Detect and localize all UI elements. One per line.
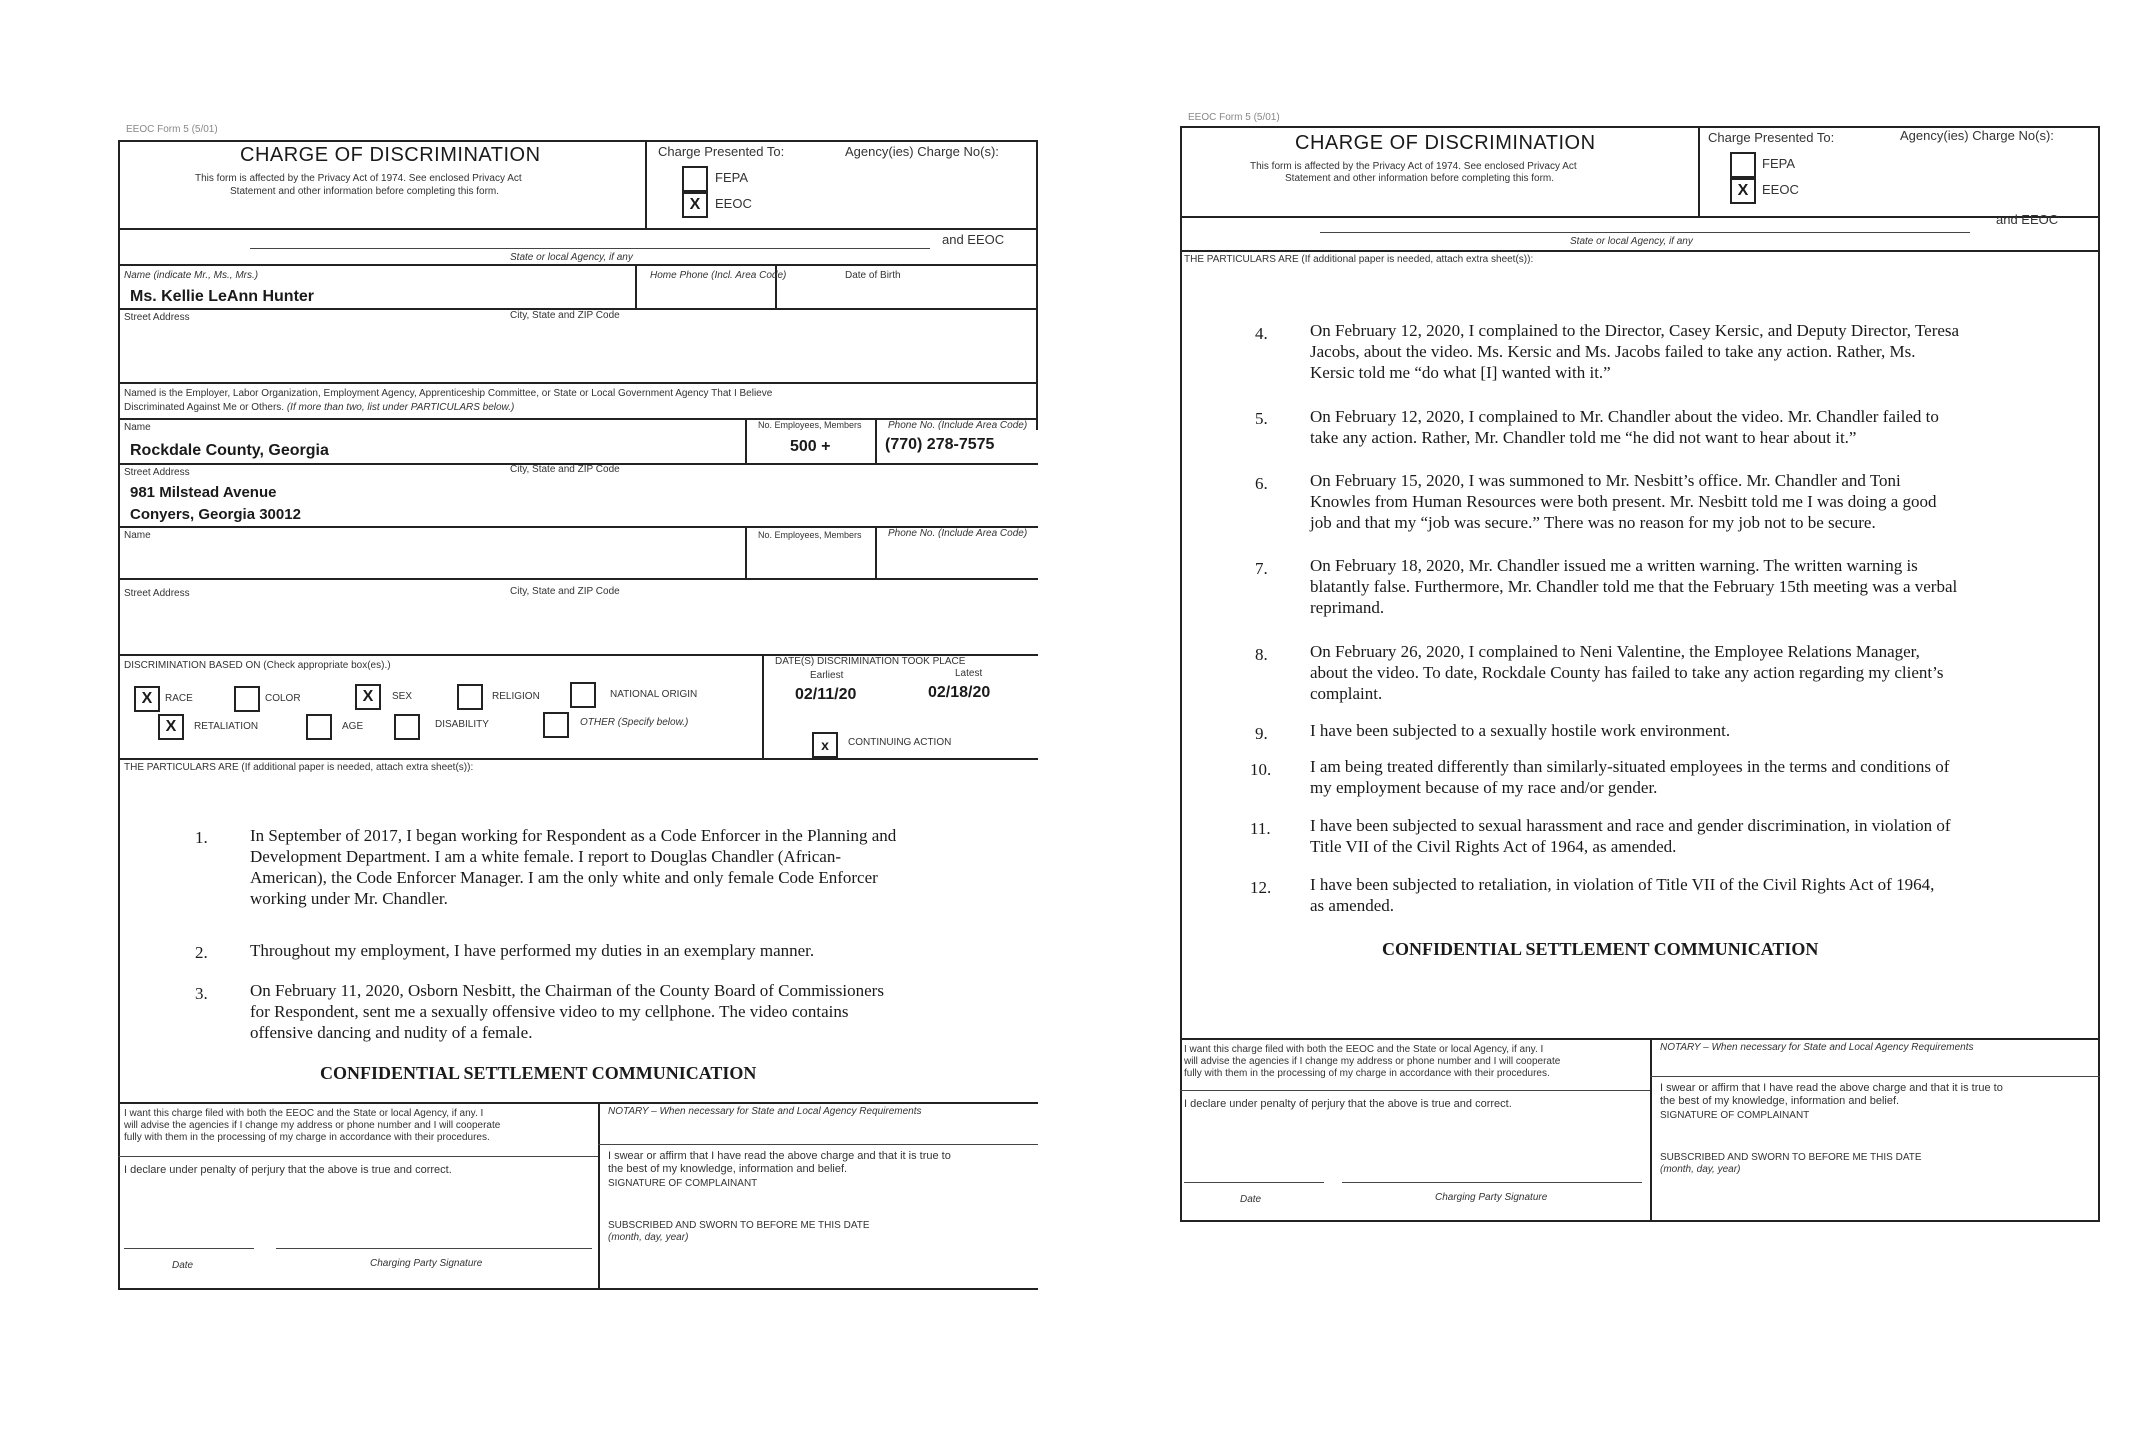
charge-presented-to: Charge Presented To: [658,144,785,159]
disability-checkbox[interactable] [394,714,420,740]
state-agency-label-2: State or local Agency, if any [1570,236,1693,247]
month-day-year-label-2: (month, day, year) [1660,1164,1741,1175]
subscribed-label: SUBSCRIBED AND SWORN TO BEFORE ME THIS DATE [608,1220,870,1231]
item-2-number: 2. [195,943,208,962]
item-4-line-3: Kersic told me “do what [I] wanted with it.” [1310,363,1611,382]
fepa-label: FEPA [715,170,748,185]
swear-2-line-2: the best of my knowledge, information and belief. [1660,1095,1900,1107]
item-2-line-1: Throughout my employment, I have performed my duties in an exemplary manner. [250,941,815,960]
item-5-line-2: take any action. Rather, Mr. Chandler told me “he did not want to hear about it.” [1310,428,1857,447]
item-10-line-2: my employment because of my race and/or gender. [1310,778,1658,797]
respondent-street[interactable]: 981 Milstead Avenue [130,484,277,501]
item-10-number: 10. [1250,760,1272,779]
item-11-line-1: I have been subjected to sexual harassment and race and gender discrimination, in violation of [1310,816,1951,835]
respondent-phone[interactable]: (770) 278-7575 [885,436,995,453]
agency-charge-nos-2: Agency(ies) Charge No(s): [1900,128,2054,143]
fepa-label-2: FEPA [1762,156,1795,171]
privacy-note-2-line-2: Statement and other information before completing this form. [1285,173,1555,184]
privacy-note-line-1: This form is affected by the Privacy Act of 1974. See enclosed Privacy Act [195,173,522,184]
privacy-note-line-2: Statement and other information before completing this form. [230,186,500,197]
named-employer-line-2: Discriminated Against Me or Others. [124,402,285,413]
form-title: CHARGE OF DISCRIMINATION [240,144,541,166]
city-state-zip-label: City, State and ZIP Code [510,310,620,321]
sex-checkbox[interactable]: X [355,684,381,710]
street-address-label: Street Address [124,312,190,323]
item-7-number: 7. [1255,559,1268,578]
confidential-heading-2: CONFIDENTIAL SETTLEMENT COMMUNICATION [1382,939,1819,959]
named-employer-line-1: Named is the Employer, Labor Organization, Employment Agency, Apprenticeship Committee, or State or Local Government Agency That I Believe [124,388,773,399]
signature-complainant-label-2: SIGNATURE OF COMPLAINANT [1660,1110,1810,1121]
date-signature-line-2[interactable] [1184,1182,1324,1183]
date-signature-line[interactable] [124,1248,254,1249]
notary-label-2: NOTARY – When necessary for State and Local Agency Requirements [1660,1042,1974,1053]
item-4-line-1: On February 12, 2020, I complained to the Director, Casey Kersic, and Deputy Director, Teresa [1310,321,1960,340]
particulars-label-2: THE PARTICULARS ARE (If additional paper is needed, attach extra sheet(s)): [1184,254,1534,265]
item-9-line-1: I have been subjected to a sexually hostile work environment. [1310,721,1731,740]
declare-text-2: I declare under penalty of perjury that the above is true and correct. [1184,1098,1512,1110]
declare-text: I declare under penalty of perjury that the above is true and correct. [124,1164,452,1176]
item-5-line-1: On February 12, 2020, I complained to Mr. Chandler about the video. Mr. Chandler failed to [1310,407,1939,426]
second-city-label: City, State and ZIP Code [510,586,620,597]
second-street-label: Street Address [124,588,190,599]
item-1-number: 1. [195,828,208,847]
color-label: COLOR [265,693,301,704]
second-employees-label: No. Employees, Members [758,530,862,540]
charging-party-signature-line[interactable] [276,1248,592,1249]
employer-name-label: Name [124,422,151,433]
item-3-number: 3. [195,984,208,1003]
item-11-line-2: Title VII of the Civil Rights Act of 1964, as amended. [1310,837,1677,856]
agency-charge-nos: Agency(ies) Charge No(s): [845,144,999,159]
charging-party-signature-line-2[interactable] [1342,1182,1642,1183]
complainant-name[interactable]: Ms. Kellie LeAnn Hunter [130,288,315,305]
and-eeoc: and EEOC [942,232,1005,247]
eeoc-checkbox-2[interactable]: X [1730,178,1756,204]
form-title-2: CHARGE OF DISCRIMINATION [1295,132,1596,154]
want-filed-line-1: I want this charge filed with both the EEOC and the State or local Agency, if any. I [124,1108,484,1119]
charging-party-signature-label-2: Charging Party Signature [1435,1192,1548,1203]
confidential-heading: CONFIDENTIAL SETTLEMENT COMMUNICATION [320,1063,757,1083]
eeoc-checkbox[interactable]: X [682,192,708,218]
form-id: EEOC Form 5 (5/01) [126,124,218,135]
item-8-line-1: On February 26, 2020, I complained to Neni Valentine, the Employee Relations Manager, [1310,642,1920,661]
item-3-line-3: offensive dancing and nudity of a female. [250,1023,533,1042]
color-checkbox[interactable] [234,686,260,712]
item-1-line-4: working under Mr. Chandler. [250,889,448,908]
fepa-checkbox-2[interactable] [1730,152,1756,178]
item-1-line-3: American), the Code Enforcer Manager. I am the only white and only female Code Enforcer [250,868,878,887]
item-3-line-2: for Respondent, sent me a sexually offensive video to my cellphone. The video contains [250,1002,849,1021]
particulars-label: THE PARTICULARS ARE (If additional paper is needed, attach extra sheet(s)): [124,762,474,773]
continuing-action-label: CONTINUING ACTION [848,737,952,748]
earliest-date[interactable]: 02/11/20 [795,686,857,703]
age-checkbox[interactable] [306,714,332,740]
item-3-line-1: On February 11, 2020, Osborn Nesbitt, the Chairman of the County Board of Commissioners [250,981,884,1000]
item-7-line-3: reprimand. [1310,598,1385,617]
item-7-line-1: On February 18, 2020, Mr. Chandler issued me a written warning. The written warning is [1310,556,1918,575]
want-filed-2-line-3: fully with them in the processing of my charge in accordance with their procedures. [1184,1068,1550,1079]
want-filed-2-line-1: I want this charge filed with both the EEOC and the State or local Agency, if any. I [1184,1044,1544,1055]
second-phone-label: Phone No. (Include Area Code) [888,528,1028,539]
eeoc-label: EEOC [715,196,752,211]
item-5-number: 5. [1255,409,1268,428]
dob-label: Date of Birth [845,270,901,281]
charging-party-signature-label: Charging Party Signature [370,1258,483,1269]
respondent-city[interactable]: Conyers, Georgia 30012 [130,506,301,523]
named-employer-line-3: (If more than two, list under PARTICULARS below.) [286,402,515,413]
want-filed-line-2: will advise the agencies if I change my address or phone number and I will cooperate [124,1120,501,1131]
item-4-number: 4. [1255,324,1268,343]
respondent-employees[interactable]: 500 + [790,438,831,455]
disability-label: DISABILITY [435,719,489,730]
other-checkbox[interactable] [543,712,569,738]
item-12-line-1: I have been subjected to retaliation, in violation of Title VII of the Civil Rights Act of 1964, [1310,875,1935,894]
and-eeoc-2: and EEOC [1996,212,2059,227]
item-12-line-2: as amended. [1310,896,1395,915]
item-1-line-2: Development Department. I am a white female. I report to Douglas Chandler (African- [250,847,841,866]
date-label-2: Date [1240,1194,1262,1205]
item-1-line-1: In September of 2017, I began working for Respondent as a Code Enforcer in the Planning and [250,826,897,845]
employees-label: No. Employees, Members [758,420,862,430]
item-8-line-2: about the video. To date, Rockdale County has failed to take any action regarding my client’s [1310,663,1944,682]
item-12-number: 12. [1250,878,1272,897]
item-6-line-1: On February 15, 2020, I was summoned to Mr. Nesbitt’s office. Mr. Chandler and Toni [1310,471,1901,490]
month-day-year-label: (month, day, year) [608,1232,689,1243]
item-9-number: 9. [1255,724,1268,743]
respondent-street-label: Street Address [124,467,190,478]
dates-label: DATE(S) DISCRIMINATION TOOK PLACE [775,656,966,667]
earliest-label: Earliest [810,670,844,681]
privacy-note-2-line-1: This form is affected by the Privacy Act of 1974. See enclosed Privacy Act [1250,161,1577,172]
discrimination-based-on: DISCRIMINATION BASED ON (Check appropriate box(es).) [124,660,391,671]
charge-form-page-1 [110,120,1040,1310]
latest-date[interactable]: 02/18/20 [928,684,991,701]
national-origin-checkbox[interactable] [570,682,596,708]
sex-label: SEX [392,691,413,702]
swear-line-1: I swear or affirm that I have read the above charge and that it is true to [608,1150,951,1162]
age-label: AGE [342,721,364,732]
eeoc-label-2: EEOC [1762,182,1799,197]
respondent-city-label: City, State and ZIP Code [510,464,620,475]
charge-form-page-2 [1170,108,2102,1298]
second-name-label: Name [124,530,151,541]
item-8-number: 8. [1255,645,1268,664]
item-10-line-1: I am being treated differently than similarly-situated employees in the terms and conditions of [1310,757,1950,776]
race-label: RACE [165,693,193,704]
want-filed-2-line-2: will advise the agencies if I change my address or phone number and I will cooperate [1184,1056,1561,1067]
other-label: OTHER (Specify below.) [580,717,689,728]
name-label: Name (indicate Mr., Ms., Mrs.) [124,270,259,281]
retaliation-label: RETALIATION [194,721,259,732]
item-6-line-2: Knowles from Human Resources were both present. Mr. Nesbitt told me I was doing a good [1310,492,1937,511]
item-6-number: 6. [1255,474,1268,493]
retaliation-checkbox[interactable]: X [158,714,184,740]
religion-checkbox[interactable] [457,684,483,710]
notary-label: NOTARY – When necessary for State and Local Agency Requirements [608,1106,922,1117]
religion-label: RELIGION [492,691,540,702]
signature-complainant-label: SIGNATURE OF COMPLAINANT [608,1178,758,1189]
want-filed-line-3: fully with them in the processing of my charge in accordance with their procedures. [124,1132,490,1143]
swear-line-2: the best of my knowledge, information and belief. [608,1163,848,1175]
respondent-name[interactable]: Rockdale County, Georgia [130,442,329,459]
item-8-line-3: complaint. [1310,684,1383,703]
item-4-line-2: Jacobs, about the video. Ms. Kersic and Ms. Jacobs failed to take any action. Rather, Ms. [1310,342,1916,361]
swear-2-line-1: I swear or affirm that I have read the above charge and that it is true to [1660,1082,2003,1094]
subscribed-label-2: SUBSCRIBED AND SWORN TO BEFORE ME THIS DATE [1660,1152,1922,1163]
fepa-checkbox[interactable] [682,166,708,192]
item-7-line-2: blatantly false. Furthermore, Mr. Chandler told me that the February 15th meeting was a verbal [1310,577,1958,596]
item-6-line-3: job and that my “job was secure.” There was no reason for my job not to be secure. [1310,513,1876,532]
phone-label: Phone No. (Include Area Code) [888,420,1028,431]
charge-presented-to-2: Charge Presented To: [1708,130,1835,145]
national-origin-label: NATIONAL ORIGIN [610,689,698,700]
date-label: Date [172,1260,194,1271]
continuing-action-checkbox[interactable]: x [812,732,838,758]
state-agency-label: State or local Agency, if any [510,252,633,263]
form-id-2: EEOC Form 5 (5/01) [1188,112,1280,123]
race-checkbox[interactable]: X [134,686,160,712]
item-11-number: 11. [1250,819,1271,838]
latest-label: Latest [955,668,983,679]
home-phone-label: Home Phone (Incl. Area Code) [650,270,787,281]
